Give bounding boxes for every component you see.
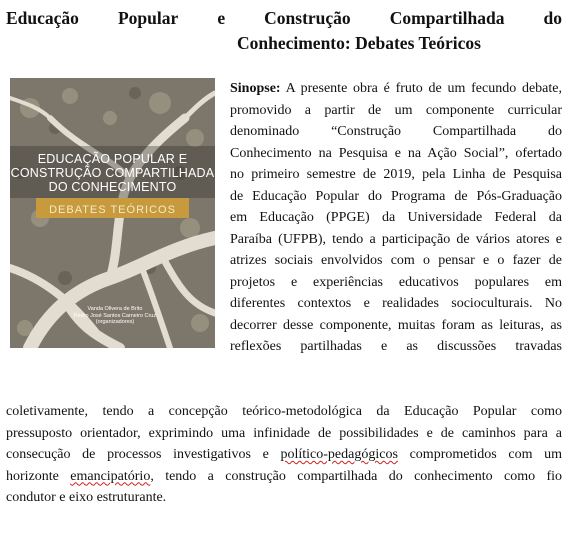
document-title: [6, 6, 562, 56]
title-word: Construção: [264, 8, 351, 28]
synopsis-line: projetos e experiências educativos populares em: [230, 274, 562, 290]
book-cover-image: [10, 78, 215, 348]
title-word: Popular: [117, 8, 179, 28]
title-word: Educação: [6, 8, 79, 28]
synopsis-line: diferentes contextos e realidades socioculturais. No: [230, 296, 562, 311]
synopsis-line-text: comprometidos com um: [409, 447, 562, 462]
synopsis-line-text: A presente obra é fruto de um fecundo debate,: [285, 81, 562, 96]
cover-subtitle: DEBATES TEÓRICOS: [49, 204, 176, 216]
spellcheck-word: emancipatório: [70, 468, 151, 484]
synopsis-line: em Educação (PPGE) da Universidade Federal da: [230, 210, 562, 225]
synopsis-line: condutor e eixo estruturante.: [6, 490, 167, 505]
cover-title-line: DO CONHECIMENTO: [48, 180, 177, 194]
synopsis-line: no primeiro semestre de 2019, pela Linha de Pesquisa: [230, 167, 562, 182]
title-line-1: [6, 6, 562, 31]
synopsis-line-text: , tendo a construção compartilhada do conhecimento como fio: [150, 468, 562, 484]
synopsis-line: coletivamente, tendo a concepção teórico-metodológica da Educação Popular como: [6, 404, 562, 419]
synopsis-line: denominado “Construção Compartilhada do: [230, 124, 562, 139]
synopsis-line-text: horizonte: [6, 468, 59, 484]
synopsis-line: pressuposto orientador, exprimindo uma infinidade de possibilidades e de caminhos para a: [6, 425, 562, 441]
synopsis-line: Conhecimento na Pesquisa e na Ação Social”, ofertado: [230, 145, 562, 161]
title-word: e: [217, 8, 226, 28]
cover-authors: [50, 306, 180, 326]
synopsis-line-text: consecução de processos investigativos e: [6, 447, 269, 462]
cover-author-role: (organizadores): [95, 319, 135, 325]
synopsis-line: decorrer desse componente, muitas foram as leituras, as: [230, 317, 562, 333]
cover-author: Vanda Olivera de Brito: [87, 306, 143, 312]
synopsis-text-right: [230, 78, 562, 358]
synopsis-line: Paraíba (UFPB), tendo a participação de vários atores e: [230, 231, 562, 247]
cover-title: [10, 152, 215, 194]
synopsis-label: Sinopse:: [230, 81, 281, 96]
synopsis-line: promovido a partir de um componente curricular: [230, 102, 562, 118]
cover-author: Pedro José Santos Carneiro Cruz: [73, 312, 157, 319]
synopsis-line: de Educação Popular do Programa de Pós-Graduação: [230, 188, 562, 204]
spellcheck-word: político-pedagógicos: [280, 447, 398, 462]
title-word: Compartilhada: [389, 8, 505, 28]
synopsis-line: [6, 466, 562, 488]
synopsis-line: reflexões partilhadas e as discussões travadas: [230, 339, 562, 354]
cover-title-line: EDUCAÇÃO POPULAR E: [37, 152, 188, 166]
synopsis-line: [230, 78, 562, 100]
synopsis-text-full: [6, 401, 562, 509]
title-word: do: [543, 8, 562, 28]
synopsis-line: atrizes sociais envolvidos com o pensar e o fazer de: [230, 253, 562, 268]
title-line-2: Conhecimento: Debates Teóricos: [236, 33, 481, 53]
synopsis-line: [6, 444, 562, 466]
cover-title-line: CONSTRUÇÃO COMPARTILHADA: [10, 166, 215, 180]
